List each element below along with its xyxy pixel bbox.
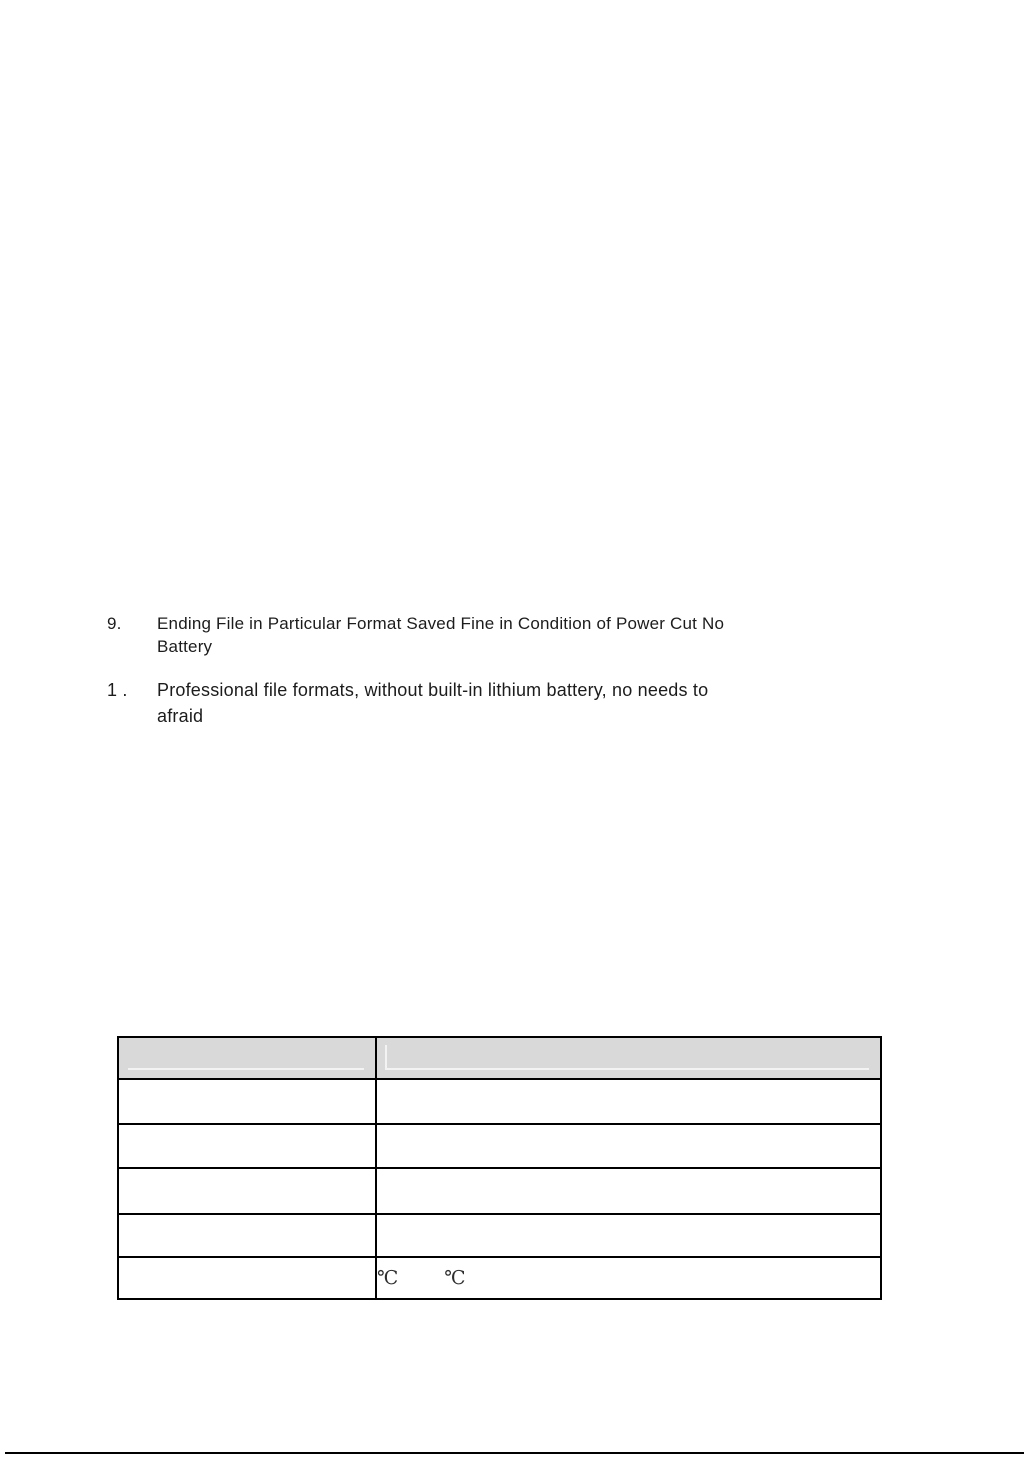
- list-item-9-number: 9.: [107, 614, 122, 633]
- table-row: [118, 1124, 881, 1168]
- header-highlight-line: [385, 1068, 869, 1070]
- table-cell: [376, 1124, 881, 1168]
- temperature-cell: [376, 1257, 881, 1299]
- table-header-cell-2: [376, 1037, 881, 1079]
- header-highlight-line: [128, 1068, 364, 1070]
- list-item-1-line-1: Professional file formats, without built-in lithium battery, no needs to: [157, 680, 709, 700]
- table-header-cell-1: [118, 1037, 376, 1079]
- table-row: [118, 1257, 881, 1299]
- list-item-1-number: 1 .: [107, 680, 128, 700]
- list-item-1-line-2: afraid: [157, 706, 204, 726]
- table-cell: [118, 1124, 376, 1168]
- list-item-1: [107, 677, 895, 729]
- list-item-9-line-2: Battery: [157, 637, 213, 656]
- celsius-symbol: ℃: [377, 1267, 399, 1289]
- table-cell: [376, 1079, 881, 1124]
- table-cell: [376, 1214, 881, 1257]
- table-cell: [376, 1168, 881, 1214]
- footer-rule: [5, 1452, 1024, 1454]
- table-row: [118, 1214, 881, 1257]
- table-row: [118, 1079, 881, 1124]
- spec-table: [117, 1036, 882, 1300]
- table-cell: [118, 1257, 376, 1299]
- table-row: [118, 1168, 881, 1214]
- list-item-9-line-1: Ending File in Particular Format Saved Fine in Condition of Power Cut No: [157, 614, 725, 633]
- header-highlight-vline: [385, 1045, 387, 1070]
- celsius-symbol: ℃: [444, 1267, 466, 1289]
- list-item-9-text: [157, 612, 895, 658]
- list-item-1-text: [157, 677, 895, 729]
- list-item-9: [107, 612, 895, 658]
- table-cell: [118, 1079, 376, 1124]
- table-header-row: [118, 1037, 881, 1079]
- table-cell: [118, 1214, 376, 1257]
- table-cell: [118, 1168, 376, 1214]
